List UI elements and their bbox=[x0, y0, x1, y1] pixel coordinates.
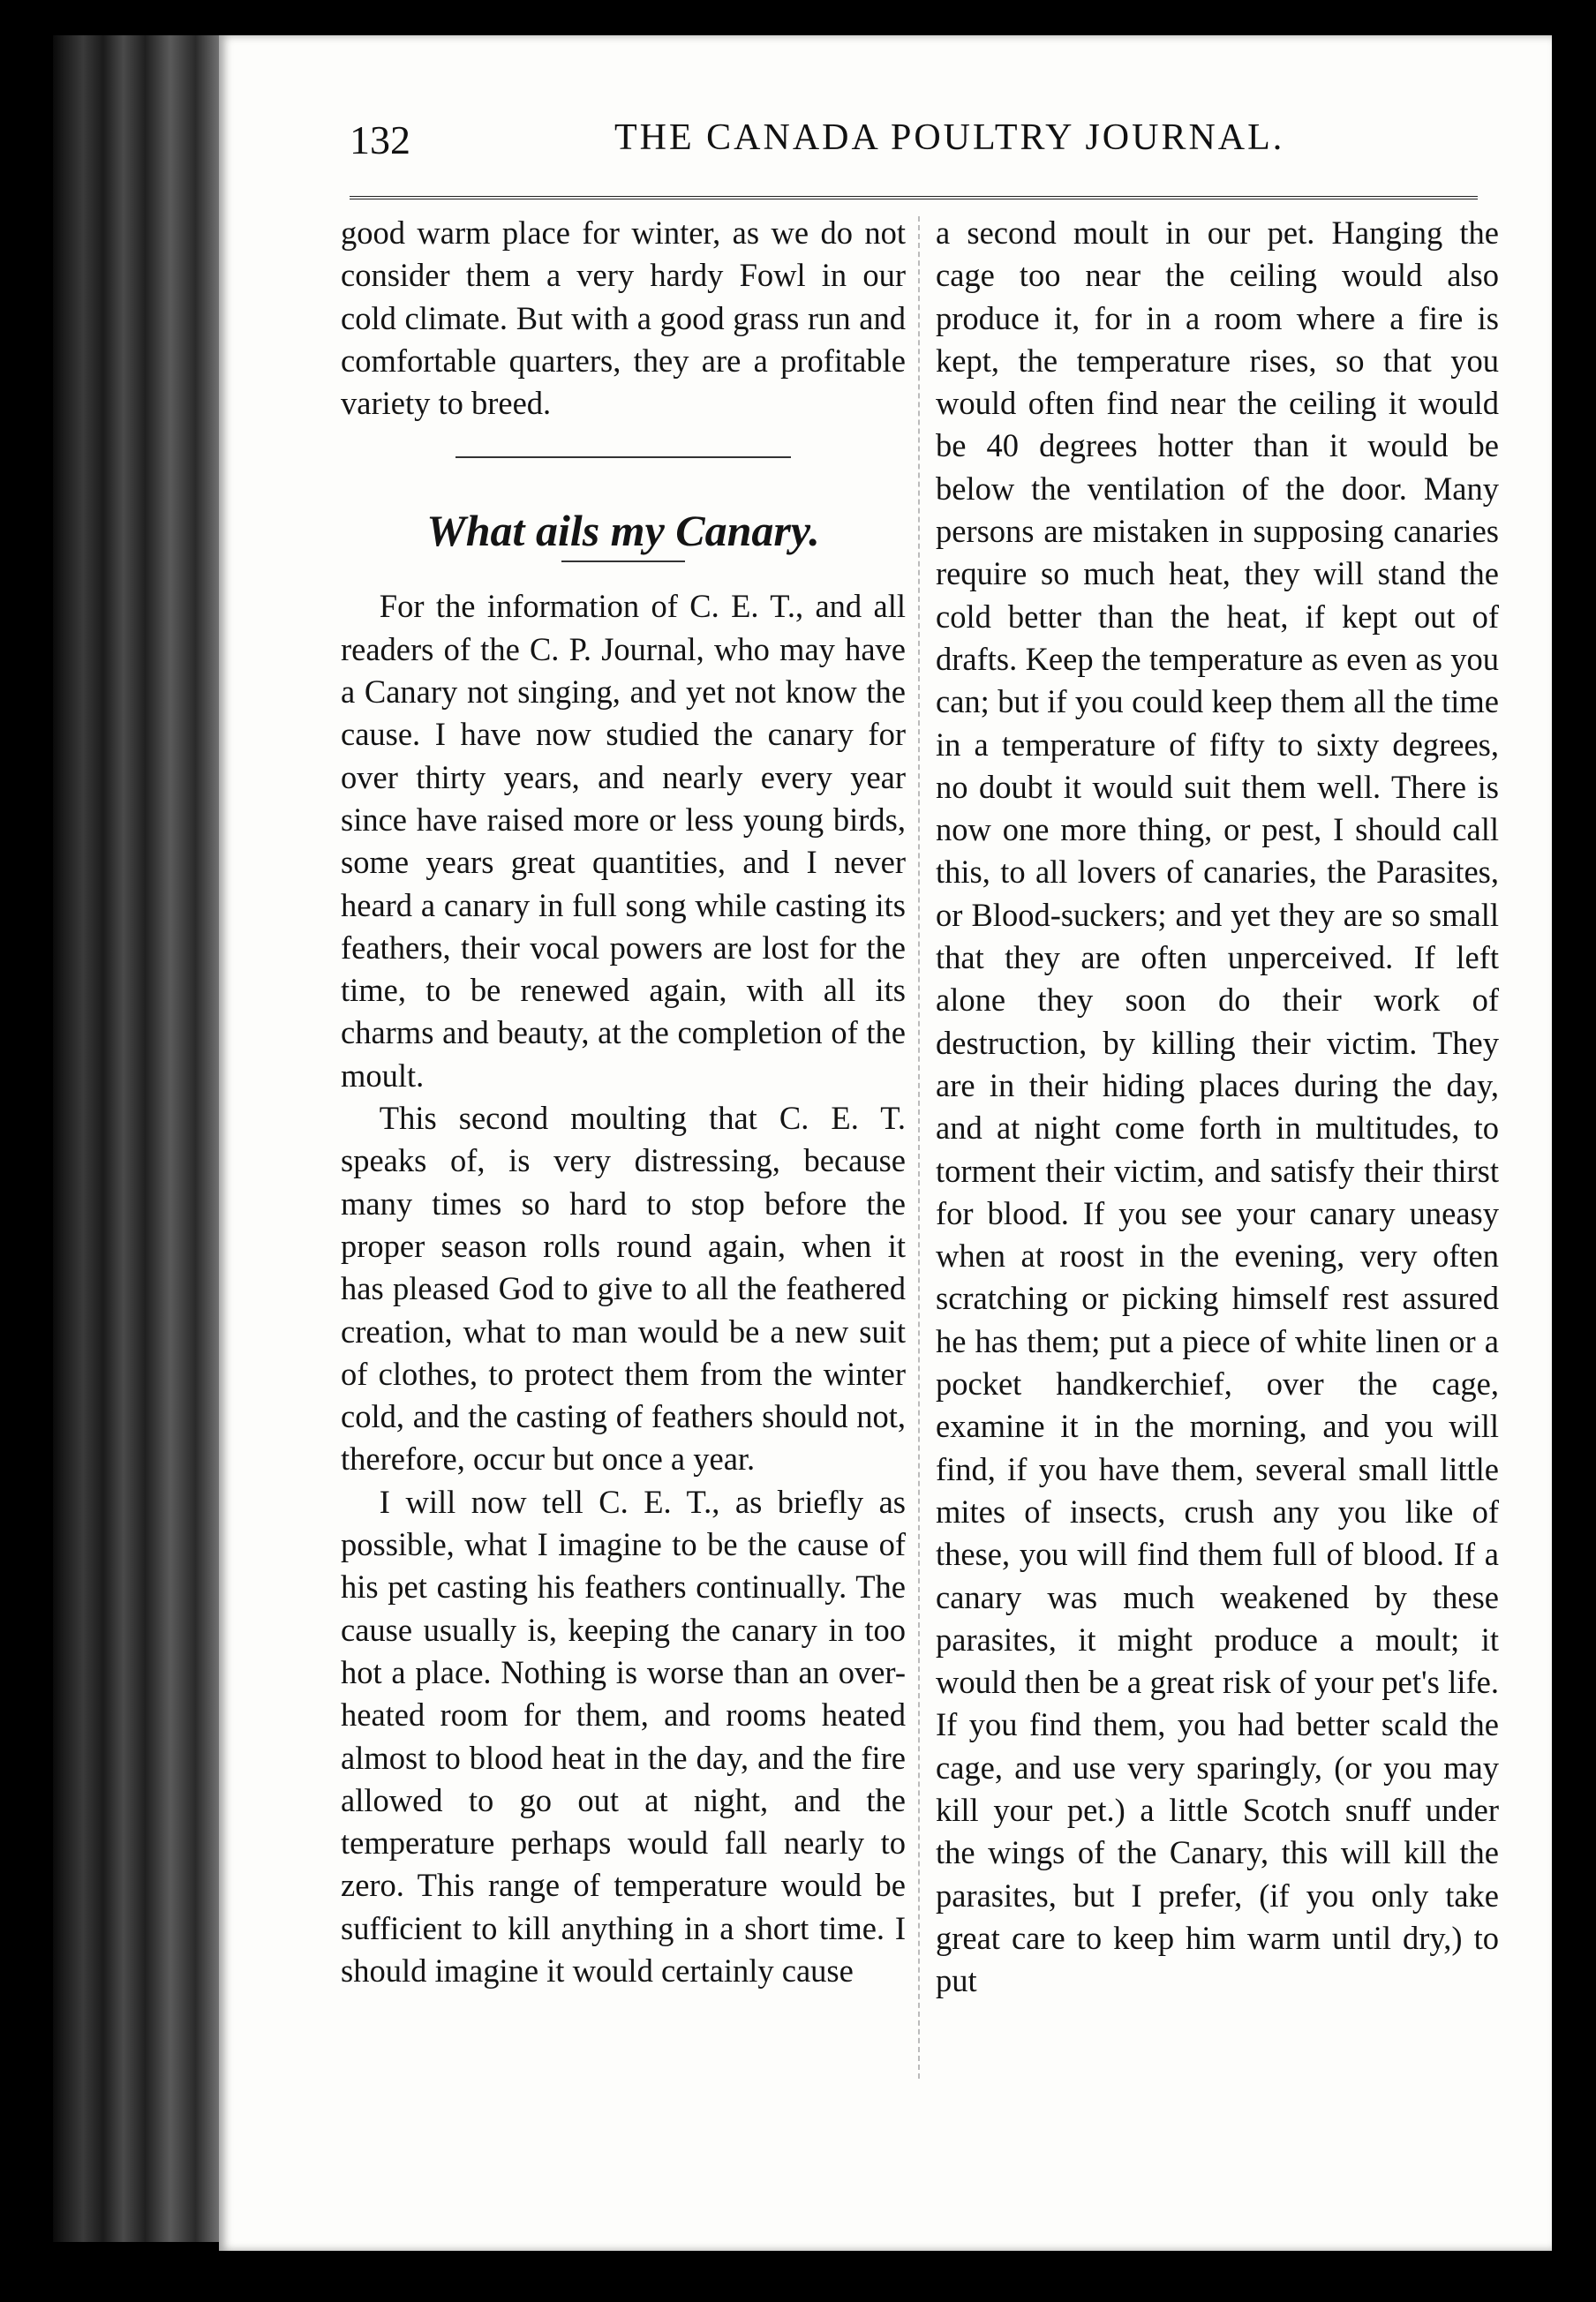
left-column bbox=[341, 212, 906, 1992]
header-rule bbox=[350, 196, 1478, 199]
paragraph: This second moulting that C. E. T. speaks of, is very distressing, because many times so hard to stop before the proper season rolls round again, when it has pleased God to give to all the feathered creation, what to man would be a new suit of clothes, to protect them from the winter cold, and the casting of feathers should not, therefore, occur but once a year. bbox=[341, 1100, 906, 1478]
title-underline bbox=[561, 560, 685, 562]
continued-paragraph: good warm place for winter, as we do not consider them a very hardy Fowl in our cold climate. But with a good grass run and comfortable quarters, they are a profitable variety to breed. bbox=[341, 214, 906, 422]
column-divider bbox=[918, 216, 920, 2079]
page-number: 132 bbox=[350, 117, 410, 162]
book-binding bbox=[53, 35, 221, 2242]
paragraph: For the information of C. E. T., and all readers of the C. P. Journal, who may have a Canary not singing, and yet not know the cause. I have now studied the canary for over thirty years, and nearly every year since have raised more or less young birds, some years great quantities, and I never heard a canary in full song while casting its feathers, their vocal powers are lost for the time, to be renewed again, with all its charms and beauty, at the completion of the moult. bbox=[341, 588, 906, 1094]
journal-page bbox=[219, 35, 1552, 2251]
paragraph: a second moult in our pet. Hanging the cage too near the ceiling would also produce it, for in a room where a fire is kept, the temperature rises, so that you would often find near the ceiling it would be 40 degrees hotter than it would be below the ventilation of the door. Many persons are mistaken in supposing canaries require so much heat, they will stand the cold better than the heat, if kept out of drafts. Keep the temperature as even as you can; but if you could keep them all the time in a temperature of fifty to sixty degrees, no doubt it would suit them well. There is now one more thing, or pest, I should call this, to all lovers of canaries, the Parasites, or Blood-suckers; and yet they are so small that they are often unperceived. If left alone they soon do their work of destruction, by killing their victim. They are in their hiding places during the day, and at night come forth in multitudes, to torment their victim, and satisfy their thirst for blood. If you see your canary uneasy when at roost in the evening, very often scratching or picking himself rest assured he has them; put a piece of white linen or a pocket handkerchief, over the cage, examine it in the morning, and you will find, if you have them, several small little mites of insects, crush any you like of these, you will find them full of blood. If a canary was much weakened by these parasites, it might produce a moult; it would then be a great risk of your pet's life. If you find them, you had better scald the cage, and use very sparingly, (or you may kill your pet.) a little Scotch snuff under the wings of the Canary, this will kill the parasites, but I prefer, (if you only take great care to keep him warm until dry,) to put bbox=[936, 214, 1499, 1999]
running-head: THE CANADA POULTRY JOURNAL. bbox=[614, 117, 1285, 158]
paragraph: I will now tell C. E. T., as briefly as possible, what I imagine to be the cause of his pet casting his feathers continually. The cause usually is, keeping the canary in too hot a place. Nothing is worse than an over-heated room for them, and rooms heated almost to blood heat in the day, and the fire allowed to go out at night, and the temperature perhaps would fall nearly to zero. This range of temperature would be sufficient to kill anything in a short time. I should imagine it would certainly cause bbox=[341, 1483, 906, 1989]
page-header bbox=[350, 117, 1478, 187]
article-title: What ails my Canary. bbox=[426, 506, 820, 556]
section-divider bbox=[455, 456, 791, 458]
right-column bbox=[936, 212, 1499, 2002]
